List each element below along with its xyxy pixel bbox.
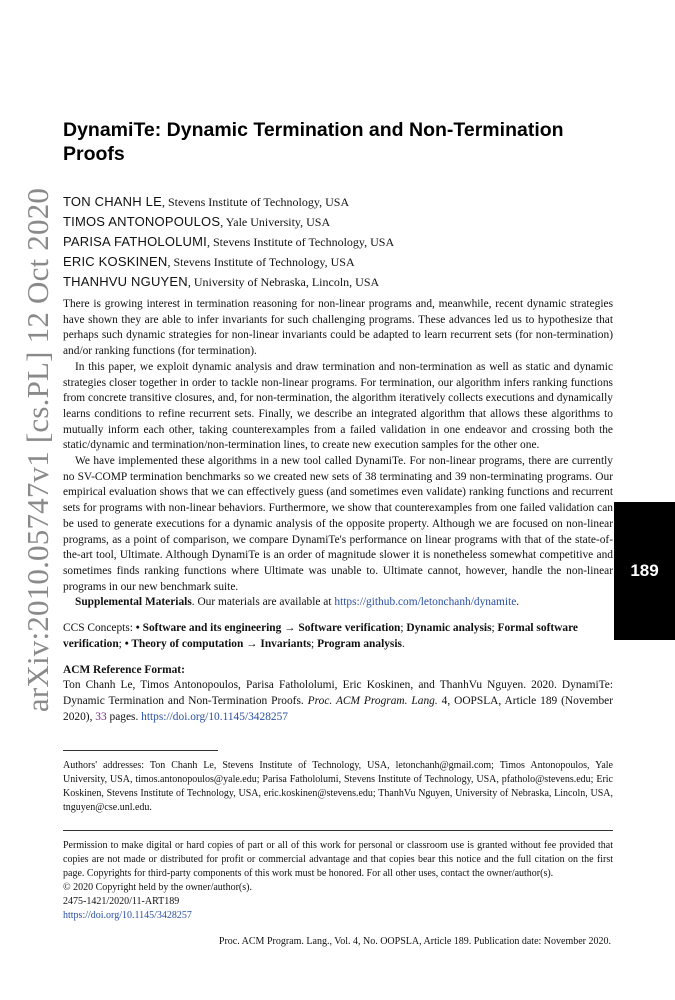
abstract-paragraph-3: We have implemented these algorithms in a new tool called DynamiTe. For non-linear programs, there are currently no SV-COMP termination benchmarks so we created new sets of 38 terminating and 39 non-terminating programs. Our empirical evaluation shows that we can effectively guess (and sometimes even validate) ranking functions and recurrent sets for programs with non-linear behaviors. Furthermore, we show that counterexamples from one failed validation can be used to generate executions for a dynamic analysis of the opposite property. Although we are focused on non-linear programs, as a point of comparison, we compare DynamiTe's performance on linear programs with that of the state-of-the-art tool, Ultimate. Although DynamiTe is an order of magnitude slower it is nonetheless somewhat competitive and sometimes finds ranking functions where Ultimate was unable to. Ultimate cannot, however, handle the non-linear programs in our new benchmark suite. [63, 455, 613, 593]
permission-divider [63, 830, 613, 831]
ccs-concept: • Software and its engineering → Software verification [135, 622, 401, 635]
ccs-concepts [63, 621, 613, 652]
ccs-separator: ; [491, 622, 498, 635]
ccs-concept: • Theory of computation → Invariants [124, 637, 312, 650]
supplemental-text: . Our materials are available at [191, 596, 335, 609]
author-affiliation: , University of Nebraska, Lincoln, USA [187, 275, 380, 289]
author-affiliation: , Stevens Institute of Technology, USA [207, 235, 395, 249]
author-entry [63, 252, 613, 272]
permission-notice: Permission to make digital or hard copies of part or all of this work for personal or classroom use is granted without fee provided that copies are not made or distributed for profit or commercial advantage and that copies bear this notice and the full citation on the first page. Copyrights for third-party components of this work must be honored. For all other uses, contact the owner/author(s). [63, 839, 613, 879]
author-name: THANHVU NGUYEN [63, 274, 188, 289]
reference-text: Ton Chanh Le, Timos Antonopoulos, Parisa Fathololumi, Eric Koskinen, and ThanhVu Nguyen. 2020. DynamiTe: Dynamic Termination and Non-Termination Proofs. [63, 679, 613, 708]
author-affiliation: , Yale University, USA [220, 215, 331, 229]
ccs-separator: ; [118, 637, 125, 650]
issn-line: 2475-1421/2020/11-ART189 [63, 895, 180, 907]
doi-bottom [63, 909, 613, 923]
copyright-line: © 2020 Copyright held by the owner/author(s). [63, 881, 252, 893]
footnote-divider [63, 750, 218, 751]
reference-journal: Proc. ACM Program. Lang. [307, 695, 438, 708]
main-content [63, 118, 613, 923]
ccs-separator: . [401, 637, 405, 650]
author-name: PARISA FATHOLOLUMI [63, 234, 207, 249]
author-name: TIMOS ANTONOPOULOS [63, 214, 221, 229]
supplemental-materials [63, 595, 613, 611]
supplemental-end: . [516, 596, 520, 609]
author-affiliation: , Stevens Institute of Technology, USA [167, 255, 355, 269]
article-number-tab: 189 [614, 502, 675, 640]
abstract-paragraph-1: There is growing interest in termination reasoning for non-linear programs and, meanwhile, recent dynamic strategies have shown they are able to infer invariants for such challenging programs. These advances led us to hypothesize that perhaps such dynamic strategies for non-linear invariants could be adapted to learn recurrent sets (for non-termination) and/or ranking functions (for termination). [63, 298, 613, 358]
doi-bottom-link[interactable]: https://doi.org/10.1145/3428257 [63, 909, 192, 921]
author-name: TON CHANH LE [63, 194, 162, 209]
author-list [63, 192, 613, 292]
supplemental-link[interactable]: https://github.com/letonchanh/dynamite [334, 596, 517, 609]
ccs-concept: Program analysis [317, 637, 402, 650]
paper-title: DynamiTe: Dynamic Termination and Non-Termination Proofs [63, 119, 564, 165]
arxiv-stamp-text: arXiv:2010.05747v1 [cs.PL] 12 Oct 2020 [20, 187, 56, 713]
reference-format [63, 678, 613, 725]
ccs-prefix: CCS Concepts: [63, 622, 136, 635]
reference-text: 4, OOPSLA, Article 189 (November 2020), [63, 695, 614, 723]
author-entry [63, 192, 613, 212]
abstract-paragraph-2: In this paper, we exploit dynamic analysis and draw termination and non-termination as well as static and dynamic strategies closer together in order to tackle non-linear programs. For termination, our algorithm infers ranking functions from concrete transitive closures, and, for non-termination, the algorithm iteratively collects executions and dynamically learns conditions to refine recurrent sets. Finally, we describe an integrated algorithm that allows these algorithms to mutually inform each other, taking counterexamples from a failed validation in one endeavor and crossing both the static/dynamic and termination/non-termination lines, to create new execution samples for the other one. [63, 360, 613, 452]
author-affiliation: , Stevens Institute of Technology, USA [161, 195, 350, 209]
author-entry [63, 212, 613, 232]
author-name: ERIC KOSKINEN [63, 254, 168, 269]
arxiv-side-stamp [16, 187, 60, 713]
reference-doi-link[interactable]: https://doi.org/10.1145/3428257 [141, 710, 288, 723]
ccs-separator: ; [400, 622, 407, 635]
reference-pages-link[interactable]: 33 [95, 710, 107, 723]
supplemental-label: Supplemental Materials [75, 596, 192, 609]
page-footer: Proc. ACM Program. Lang., Vol. 4, No. OOPSLA, Article 189. Publication date: November 2020. [218, 936, 611, 947]
abstract [63, 297, 613, 611]
reference-heading: ACM Reference Format: [63, 664, 185, 677]
reference-text: pages. [106, 710, 142, 723]
ccs-concept: Formal software verification [63, 622, 578, 650]
author-entry [63, 232, 613, 252]
ccs-separator: ; [311, 637, 318, 650]
author-addresses: Authors' addresses: Ton Chanh Le, Stevens Institute of Technology, USA, letonchanh@gmail.com; Timos Antonopoulos, Yale University, USA, timos.antonopoulos@yale.edu; Parisa Fathololumi, Stevens Institute of Technology, USA, pfatholo@stevens.edu; Eric Koskinen, Stevens Institute of Technology, USA, eric.koskinen@stevens.edu; ThanhVu Nguyen, University of Nebraska, Lincoln, USA, tnguyen@cse.unl.edu. [63, 759, 613, 813]
ccs-concept: Dynamic analysis [406, 622, 492, 635]
author-entry [63, 272, 613, 292]
